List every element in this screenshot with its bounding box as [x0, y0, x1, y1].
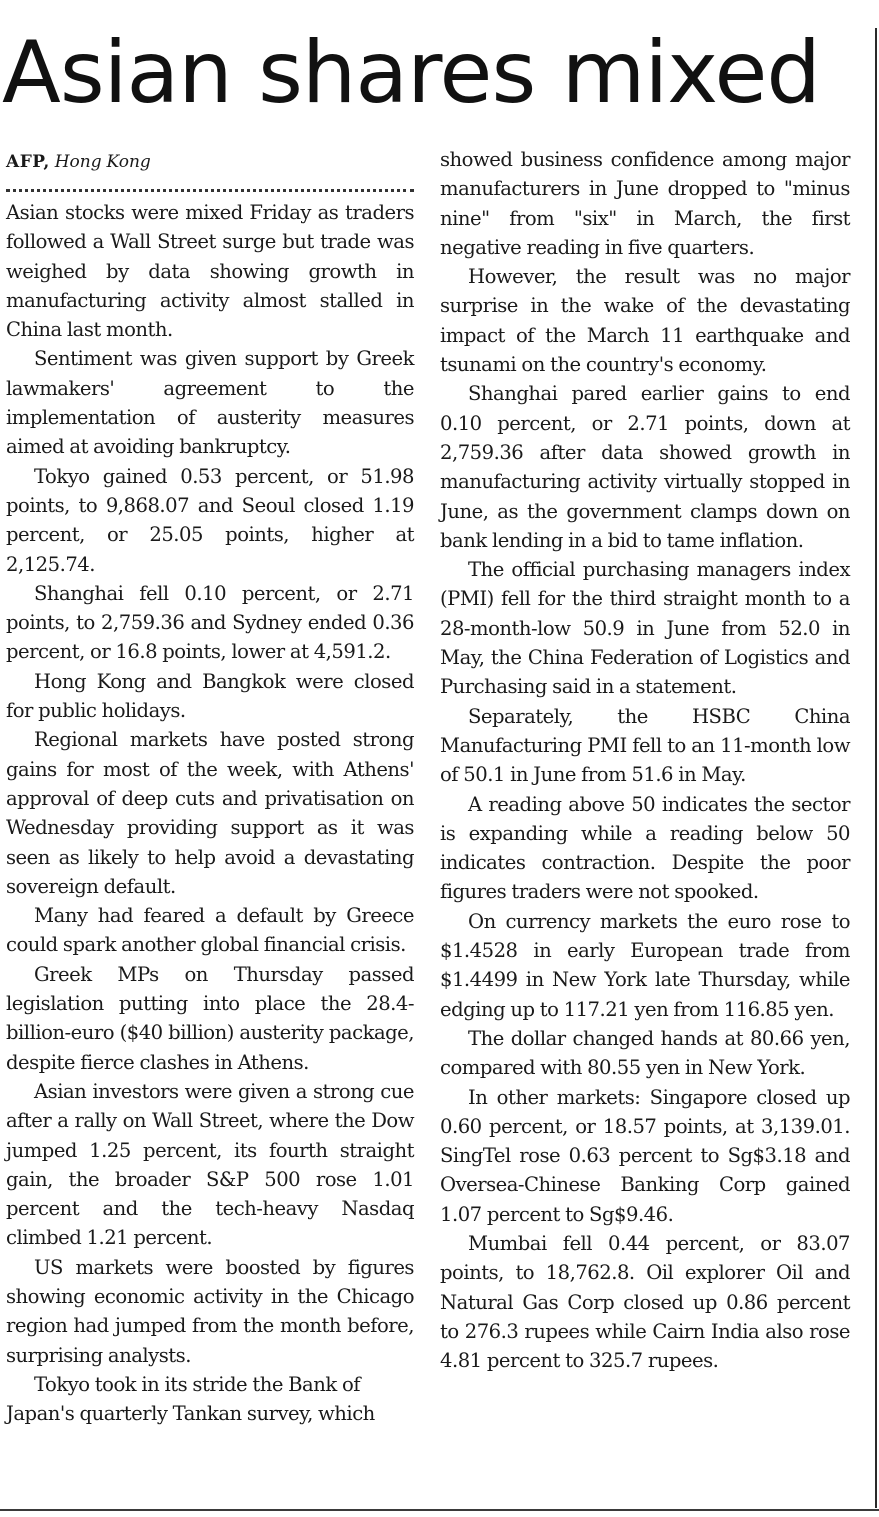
- paragraph: Sentiment was given support by Greek lawmakers' agreement to the implementation of austerity measures aimed at avoiding bankruptcy.: [6, 347, 414, 459]
- paragraph: Shanghai pared earlier gains to end 0.10 percent, or 2.71 points, down at 2,759.36 after data showed growth in manufacturing activity virtually stopped in June, as the government clamps down on bank lending in a bid to tame inflation.: [440, 382, 850, 552]
- paragraph: Shanghai fell 0.10 percent, or 2.71 points, to 2,759.36 and Sydney ended 0.36 percent, or 16.8 points, lower at 4,591.2.: [6, 581, 414, 664]
- article-column-right: [440, 145, 850, 1375]
- byline: [6, 145, 414, 179]
- byline-agency: AFP,: [6, 152, 50, 172]
- paragraph: Hong Kong and Bangkok were closed for public holidays.: [6, 669, 414, 723]
- paragraph: Asian investors were given a strong cue after a rally on Wall Street, where the Dow jumped 1.25 percent, its fourth straight gain, the broader S&P 500 rose 1.01 percent and the tech-heavy Nasdaq climbed 1.21 percent.: [6, 1079, 414, 1250]
- paragraph: A reading above 50 indicates the sector is expanding while a reading below 50 indicates contraction. Despite the poor figures traders were not spooked.: [440, 792, 850, 904]
- paragraph: US markets were boosted by figures showing economic activity in the Chicago region had jumped from the month before, surprising analysts.: [6, 1255, 414, 1367]
- article-column-left: [6, 145, 414, 1428]
- column-rule-right: [875, 28, 877, 1508]
- headline: Asian shares mixed: [2, 23, 821, 123]
- paragraph: Mumbai fell 0.44 percent, or 83.07 points, to 18,762.8. Oil explorer Oil and Natural Gas Corp closed up 0.86 percent to 276.3 rupees while Cairn India also rose 4.81 percent to 325.7 rupees.: [440, 1231, 850, 1373]
- paragraph: However, the result was no major surprise in the wake of the devastating impact of the March 11 earthquake and tsunami on the country's economy.: [440, 265, 850, 377]
- byline-divider: [6, 189, 414, 192]
- paragraph: The official purchasing managers index (PMI) fell for the third straight month to a 28-month-low 50.9 in June from 52.0 in May, the China Federation of Logistics and Purchasing said in a statement.: [440, 558, 850, 699]
- byline-place: Hong Kong: [54, 152, 151, 172]
- paragraph: Greek MPs on Thursday passed legislation putting into place the 28.4-billion-euro ($40 billion) austerity package, despite fierce clashes in Athens.: [6, 962, 414, 1074]
- paragraph: Asian stocks were mixed Friday as traders followed a Wall Street surge but trade was weighed by data showing growth in manufacturing activity almost stalled in China last month.: [6, 201, 414, 342]
- bottom-rule: [0, 1509, 879, 1511]
- paragraph: Tokyo took in its stride the Bank of Japan's quarterly Tankan survey, which: [6, 1372, 375, 1426]
- paragraph: showed business confidence among major manufacturers in June dropped to "minus nine" from "six" in March, the first negative reading in five quarters.: [440, 148, 850, 259]
- paragraph: Separately, the HSBC China Manufacturing PMI fell to an 11-month low of 50.1 in June from 51.6 in May.: [440, 704, 850, 787]
- paragraph: Regional markets have posted strong gains for most of the week, with Athens' approval of deep cuts and privatisation on Wednesday providing support as it was seen as likely to help avoid a devastating sovereign default.: [6, 728, 414, 898]
- paragraph: In other markets: Singapore closed up 0.60 percent, or 18.57 points, at 3,139.01. SingTel rose 0.63 percent to Sg$3.18 and Oversea-Chinese Banking Corp gained 1.07 percent to Sg$9.46.: [440, 1085, 850, 1226]
- paragraph: Many had feared a default by Greece could spark another global financial crisis.: [6, 904, 414, 957]
- paragraph: On currency markets the euro rose to $1.4528 in early European trade from $1.4499 in New York late Thursday, while edging up to 117.21 yen from 116.85 yen.: [440, 909, 850, 1021]
- paragraph: The dollar changed hands at 80.66 yen, compared with 80.55 yen in New York.: [440, 1026, 850, 1080]
- paragraph: Tokyo gained 0.53 percent, or 51.98 points, to 9,868.07 and Seoul closed 1.19 percent, or 25.05 points, higher at 2,125.74.: [6, 464, 414, 576]
